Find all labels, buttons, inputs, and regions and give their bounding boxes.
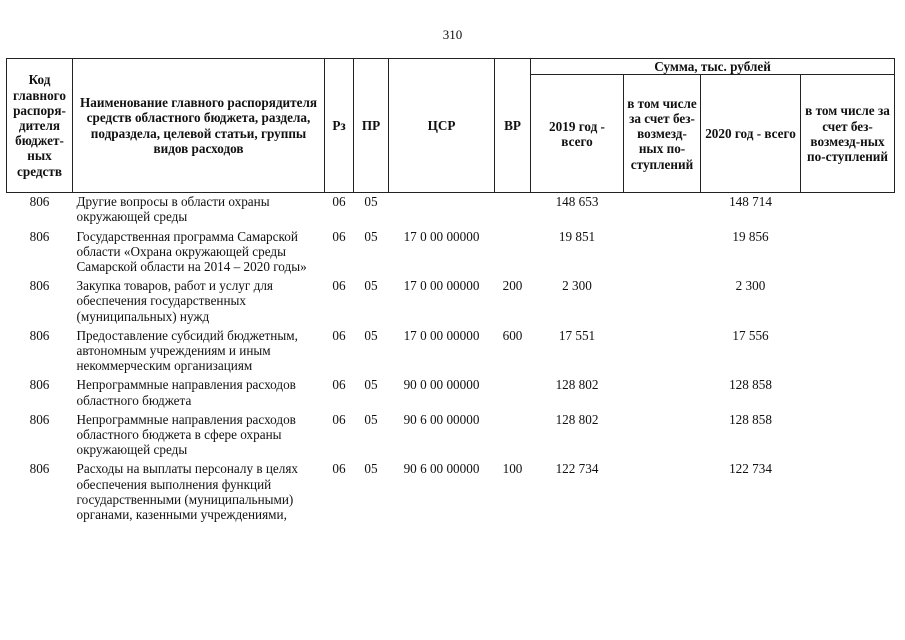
page-number: 310 — [442, 27, 463, 42]
cell-vr: 200 — [502, 278, 523, 294]
header-2019: 2019 год - всего — [531, 75, 624, 193]
cell-2020: 148 714 — [729, 194, 772, 210]
cell-vr — [495, 228, 531, 278]
cell-2019: 122 734 — [555, 461, 599, 477]
cell-pr: 05 — [364, 228, 378, 244]
cell-2019-free — [624, 411, 701, 461]
cell-name: Другие вопросы в области охраны окружающей среды — [76, 194, 270, 225]
table-row — [7, 193, 895, 228]
cell-pr: 05 — [364, 327, 378, 343]
header-2020: 2020 год - всего — [701, 75, 801, 193]
cell-2020-free — [801, 376, 895, 410]
header-pr: ПР — [354, 59, 389, 193]
cell-csr: 17 0 00 00000 — [403, 228, 480, 244]
header-rz: Рз — [325, 59, 354, 193]
cell-rz: 06 — [332, 411, 346, 427]
cell-csr: 90 0 00 00000 — [403, 377, 480, 393]
cell-vr — [495, 411, 531, 461]
cell-2019-free — [624, 327, 701, 377]
cell-csr: 17 0 00 00000 — [403, 278, 480, 294]
cell-2019-free — [624, 277, 701, 327]
cell-vr: 600 — [502, 327, 523, 343]
cell-2020-free — [801, 327, 895, 377]
cell-2020-free — [801, 411, 895, 461]
cell-name: Непрограммные направления расходов областного бюджета в сфере охраны окружающей среды — [76, 411, 296, 458]
cell-2019-free — [624, 228, 701, 278]
header-name: Наименование главного распорядителя средств областного бюджета, раздела, подраздела, целевой статьи, группы видов расходов — [73, 59, 325, 193]
header-code: Код главного распоря-дителя бюджет-ных средств — [7, 59, 73, 193]
cell-2019: 2 300 — [562, 278, 592, 294]
table-row — [7, 376, 895, 410]
cell-vr — [495, 193, 531, 228]
header-2020-free: в том числе за счет без-возмезд-ных по-ступлений — [801, 75, 895, 193]
cell-name: Закупка товаров, работ и услуг для обеспечения государственных (муниципальных) нужд — [76, 278, 273, 324]
cell-2019-free — [624, 376, 701, 410]
cell-2020: 2 300 — [735, 278, 766, 294]
cell-name: Предоставление субсидий бюджетным, автономным учреждениям и иным некоммерческим организациям — [76, 327, 298, 374]
cell-2020: 122 734 — [729, 461, 772, 477]
cell-2019: 19 851 — [558, 228, 596, 244]
cell-2019: 148 653 — [555, 194, 599, 210]
header-2019-free: в том числе за счет без-возмезд-ных по-ступлений — [624, 75, 701, 193]
cell-code: 806 — [29, 327, 50, 343]
cell-code: 806 — [29, 377, 50, 393]
cell-name: Государственная программа Самарской области «Охрана окружающей среды Самарской области на 2014 – 2020 годы» — [76, 228, 307, 275]
cell-csr: 90 6 00 00000 — [403, 461, 480, 477]
cell-vr — [495, 376, 531, 410]
cell-code: 806 — [29, 194, 50, 210]
cell-2019-free — [624, 193, 701, 228]
cell-rz: 06 — [332, 278, 346, 294]
cell-code: 806 — [29, 461, 50, 477]
header-vr: ВР — [495, 59, 531, 193]
cell-2020: 17 556 — [732, 327, 769, 343]
budget-table — [6, 58, 895, 525]
cell-pr: 05 — [364, 194, 378, 210]
cell-vr: 100 — [502, 461, 523, 477]
cell-pr: 05 — [364, 278, 378, 294]
cell-2020: 19 856 — [732, 228, 769, 244]
cell-pr: 05 — [364, 461, 378, 477]
cell-csr: 17 0 00 00000 — [403, 327, 480, 343]
cell-csr: 90 6 00 00000 — [403, 411, 480, 427]
cell-2020-free — [801, 228, 895, 278]
cell-rz: 06 — [332, 377, 346, 393]
cell-rz: 06 — [332, 228, 346, 244]
header-row-top — [7, 59, 895, 75]
cell-rz: 06 — [332, 327, 346, 343]
cell-2020: 128 858 — [729, 411, 772, 427]
cell-code: 806 — [29, 411, 50, 427]
cell-2019-free — [624, 460, 701, 525]
table-row — [7, 327, 895, 377]
cell-name: Расходы на выплаты персоналу в целях обеспечения выполнения функций государственными (муниципальными) органами, казенными учреждениями, — [76, 461, 299, 523]
table-row — [7, 460, 895, 525]
cell-csr — [389, 193, 495, 228]
header-csr: ЦСР — [389, 59, 495, 193]
cell-code: 806 — [29, 278, 50, 294]
cell-2020: 128 858 — [729, 377, 772, 393]
table-row — [7, 228, 895, 278]
cell-rz: 06 — [332, 461, 346, 477]
table-body — [7, 193, 895, 526]
cell-pr: 05 — [364, 377, 378, 393]
cell-2019: 128 802 — [555, 411, 599, 427]
cell-2020-free — [801, 460, 895, 525]
cell-2020-free — [801, 193, 895, 228]
table-row — [7, 277, 895, 327]
cell-2020-free — [801, 277, 895, 327]
cell-rz: 06 — [332, 194, 346, 210]
cell-code: 806 — [29, 228, 50, 244]
cell-name: Непрограммные направления расходов областного бюджета — [76, 377, 296, 408]
cell-pr: 05 — [364, 411, 378, 427]
cell-2019: 17 551 — [558, 327, 596, 343]
table-row — [7, 411, 895, 461]
header-sum-group: Сумма, тыс. рублей — [531, 59, 895, 75]
cell-2019: 128 802 — [555, 377, 599, 393]
